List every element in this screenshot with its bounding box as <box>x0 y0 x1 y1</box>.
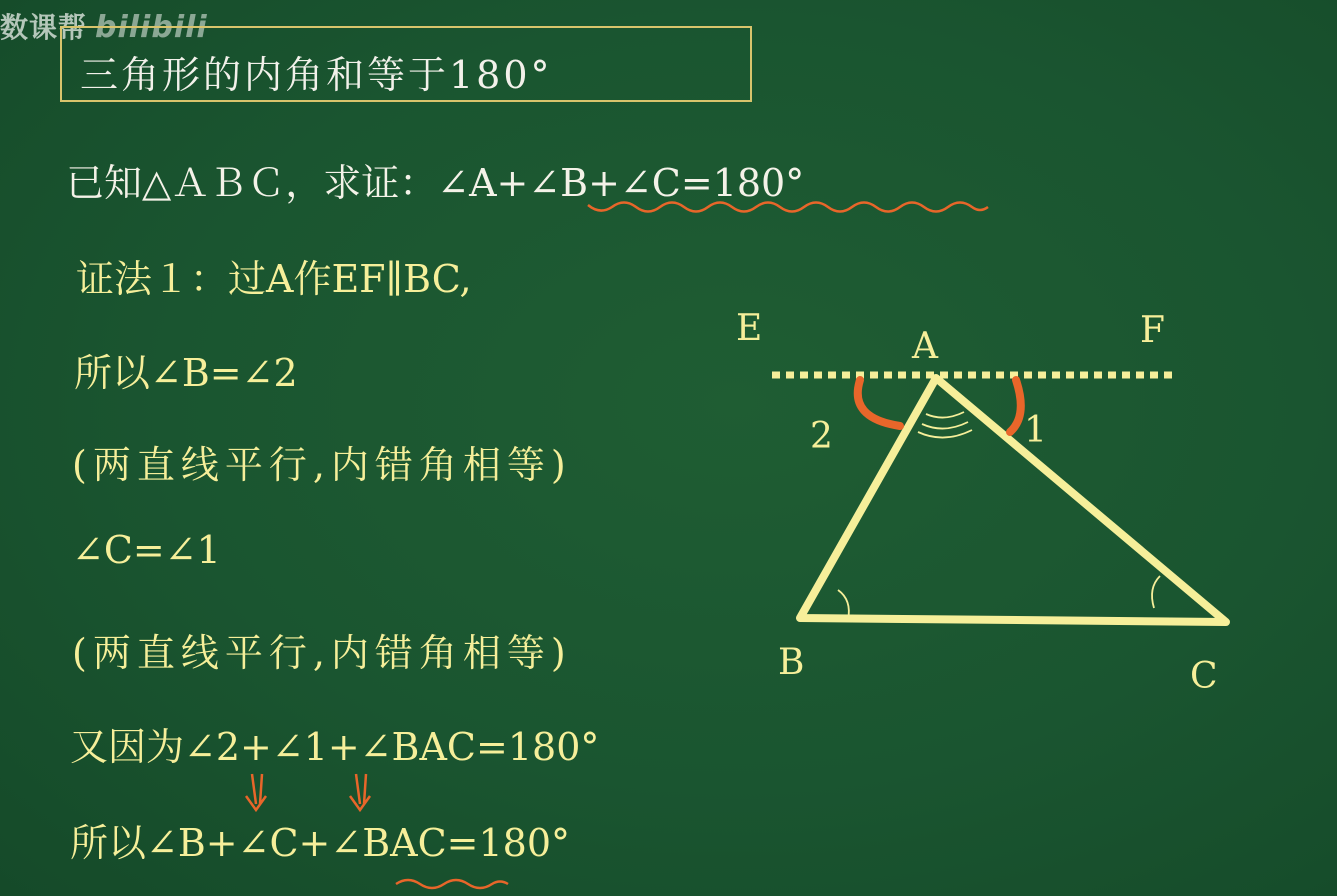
proof-line-7: 所以∠B+∠C+∠BAC=180° <box>70 821 571 865</box>
proof-line-5: (两直线平行,内错角相等) <box>72 631 572 675</box>
label-angle-1: 1 <box>1024 410 1047 451</box>
underline-squiggle-bac <box>396 880 508 888</box>
watermark-text: 数课帮 <box>0 11 88 44</box>
proof-line-6: 又因为∠2+∠1+∠BAC=180° <box>70 725 600 769</box>
proof-line-3: (两直线平行,内错角相等) <box>72 443 572 487</box>
angle-marks <box>838 412 1160 620</box>
underline-squiggle-statement <box>588 203 988 212</box>
label-f: F <box>1140 310 1165 351</box>
problem-statement: 已知△ＡＢＣ，求证：∠A+∠B+∠C=180° <box>66 161 805 205</box>
double-arrow-down-icon <box>246 774 370 810</box>
proof-line-4: ∠C=∠1 <box>72 528 221 572</box>
page-title: 三角形的内角和等于180° <box>80 53 553 97</box>
proof-line-2: 所以∠B=∠2 <box>74 351 298 395</box>
label-c: C <box>1190 656 1218 697</box>
proof-line-1: 证法１：过A作EF∥BC, <box>76 257 472 301</box>
label-e: E <box>736 308 763 349</box>
bilibili-logo-icon: bilibili <box>95 10 208 45</box>
label-angle-2: 2 <box>810 416 833 457</box>
angle-1-arc <box>1010 380 1021 432</box>
label-b: B <box>778 642 805 683</box>
angle-2-arc <box>858 380 900 426</box>
label-a: A <box>912 326 938 367</box>
